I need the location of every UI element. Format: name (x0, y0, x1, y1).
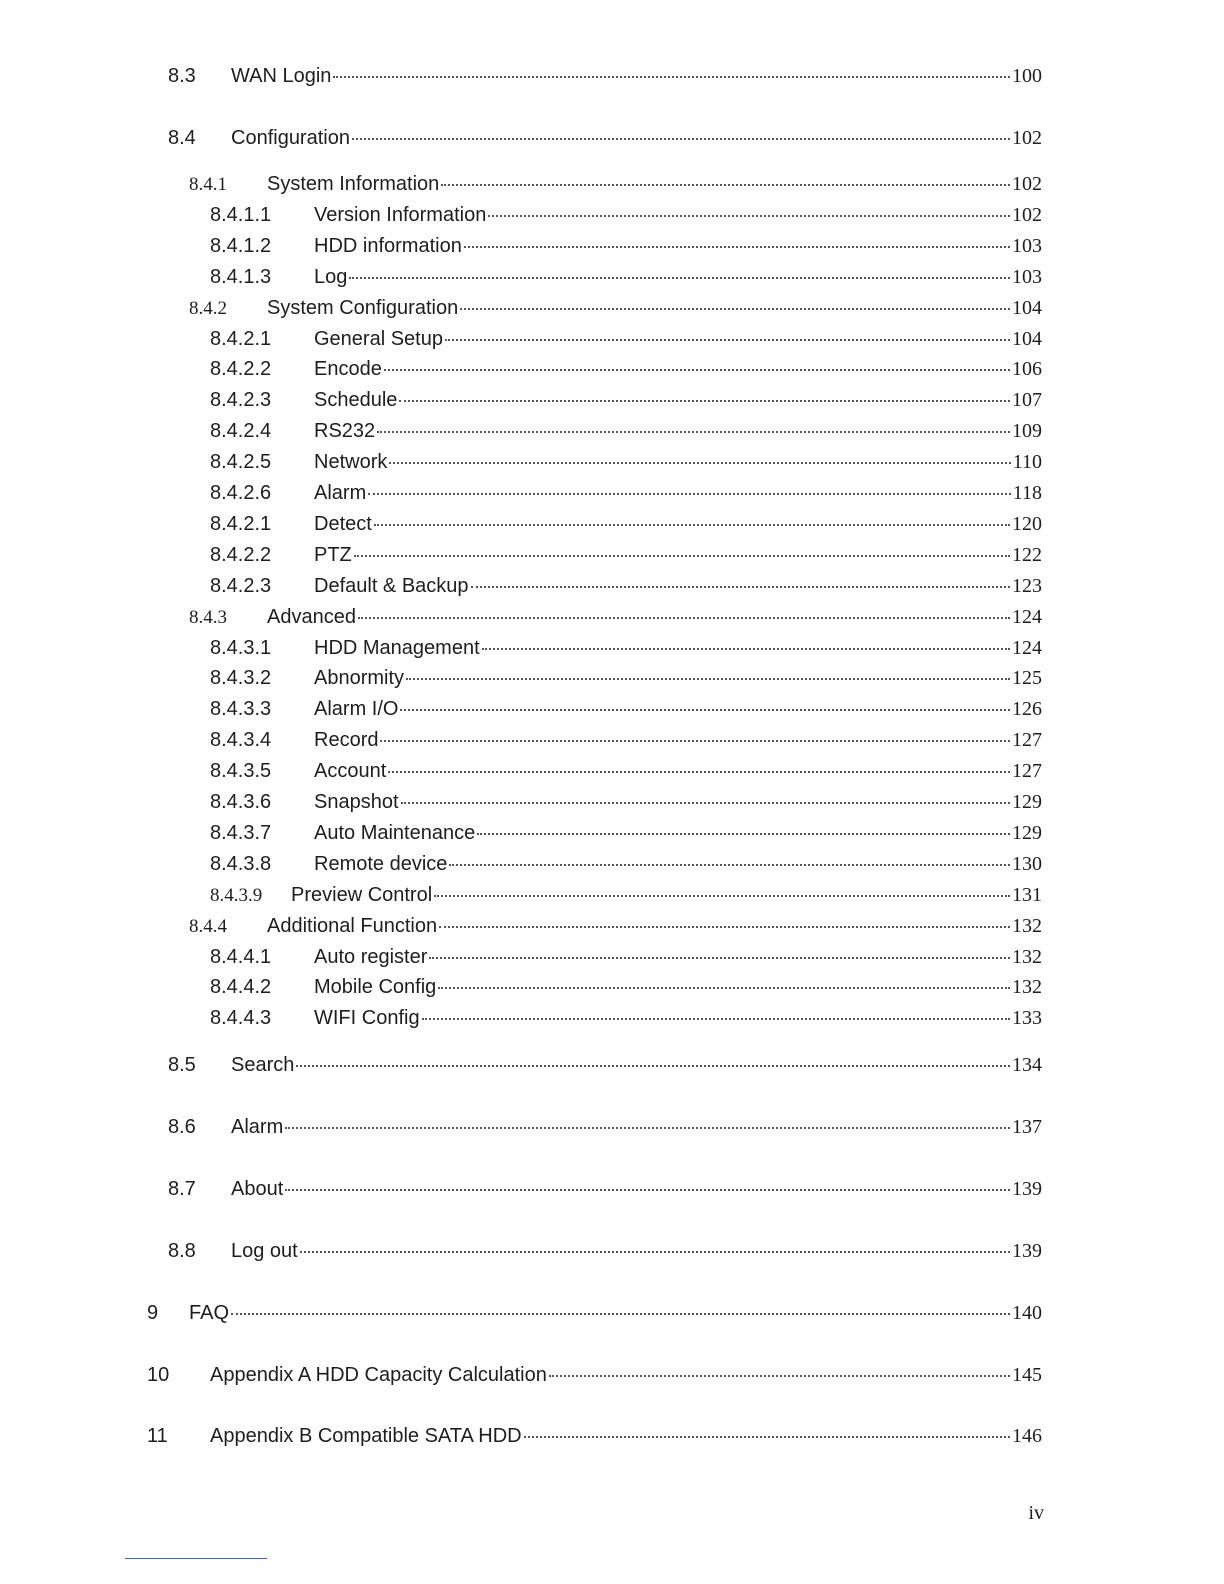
toc-entry-page: 104 (1012, 297, 1042, 319)
toc-entry-page: 103 (1012, 266, 1042, 288)
toc-entry-page: 122 (1012, 544, 1042, 566)
toc-entry-8-4-4[interactable] (189, 912, 1042, 940)
toc-entry-title: Record (314, 729, 379, 751)
toc-dot-leader (231, 1309, 1010, 1315)
toc-entry-page: 125 (1012, 667, 1042, 689)
toc-entry-page: 123 (1012, 575, 1042, 597)
toc-dot-leader (380, 736, 1010, 742)
toc-entry-number: 8.4.2.2 (210, 358, 272, 380)
toc-entry-title: Configuration (231, 127, 350, 149)
toc-entry-title: Alarm (314, 482, 367, 504)
toc-entry-page: 126 (1012, 698, 1042, 720)
toc-entry-8-6[interactable] (168, 1113, 1042, 1141)
toc-entry-8-4-2-1[interactable] (210, 325, 1042, 353)
toc-entry-8-4-2-5[interactable] (210, 448, 1042, 476)
toc-entry-number: 8.4.3.9 (210, 885, 263, 906)
toc-entry-title: PTZ (314, 544, 352, 566)
toc-dot-leader (438, 983, 1010, 989)
toc-entry-title: Auto Maintenance (314, 822, 476, 844)
toc-dot-leader (449, 860, 1010, 866)
toc-entry-number: 9 (147, 1302, 159, 1324)
toc-entry-page: 145 (1012, 1364, 1042, 1386)
toc-entry-8-7[interactable] (168, 1175, 1042, 1203)
toc-dot-leader (349, 273, 1010, 279)
toc-entry-page: 110 (1012, 451, 1042, 473)
toc-entry-9[interactable] (147, 1299, 1042, 1327)
toc-entry-number: 11 (147, 1425, 168, 1447)
toc-dot-leader (384, 365, 1010, 371)
toc-entry-page: 124 (1012, 606, 1042, 628)
toc-entry-8-4-3-4[interactable] (210, 726, 1042, 754)
toc-entry-page: 132 (1012, 976, 1042, 998)
toc-entry-title: Default & Backup (314, 575, 469, 597)
toc-entry-title: WAN Login (231, 65, 332, 87)
toc-entry-page: 100 (1012, 65, 1042, 87)
toc-entry-title: Preview Control (291, 884, 433, 906)
toc-entry-title: Schedule (314, 389, 398, 411)
toc-entry-8-3[interactable] (168, 62, 1042, 90)
toc-entry-title: Version Information (314, 204, 487, 226)
toc-entry-title: Appendix B Compatible SATA HDD (210, 1425, 522, 1447)
toc-dot-leader (368, 489, 1011, 495)
toc-entry-8-4-3-8[interactable] (210, 850, 1042, 878)
toc-entry-number: 8.4.2.6 (210, 482, 272, 504)
toc-entry-8-4-3[interactable] (189, 603, 1042, 631)
toc-entry-page: 129 (1012, 822, 1042, 844)
toc-entry-number: 8.4.1.3 (210, 266, 272, 288)
toc-dot-leader (358, 613, 1010, 619)
toc-dot-leader (388, 767, 1010, 773)
toc-dot-leader (429, 953, 1010, 959)
toc-entry-8-4-2-6[interactable] (210, 479, 1042, 507)
toc-dot-leader (471, 582, 1010, 588)
toc-dot-leader (439, 922, 1010, 928)
toc-entry-page: 139 (1012, 1240, 1042, 1262)
toc-dot-leader (477, 829, 1010, 835)
toc-entry-page: 102 (1012, 173, 1042, 195)
toc-entry-number: 8.4.3.3 (210, 698, 272, 720)
toc-entry-page: 146 (1012, 1425, 1042, 1447)
toc-entry-title: About (231, 1178, 284, 1200)
toc-entry-10[interactable] (147, 1361, 1042, 1389)
toc-entry-title: HDD Management (314, 637, 480, 659)
toc-dot-leader (482, 644, 1010, 650)
toc-entry-page: 103 (1012, 235, 1042, 257)
toc-dot-leader (300, 1247, 1010, 1253)
toc-entry-8-4-3-5[interactable] (210, 757, 1042, 785)
toc-entry-number: 8.4.4 (189, 916, 227, 937)
toc-dot-leader (464, 242, 1010, 248)
toc-entry-8-4-3-3[interactable] (210, 695, 1042, 723)
toc-entry-number: 8.7 (168, 1178, 196, 1200)
toc-entry-8-4-2-4[interactable] (210, 417, 1042, 445)
toc-entry-8-4-2-2[interactable] (210, 355, 1042, 383)
toc-dot-leader (488, 211, 1010, 217)
toc-dot-leader (460, 304, 1010, 310)
toc-entry-page: 132 (1012, 915, 1042, 937)
toc-entry-title: Remote device (314, 853, 448, 875)
toc-entry-number: 8.4.2.1 (210, 328, 272, 350)
toc-dot-leader (296, 1061, 1010, 1067)
toc-entry-8-4-2-3-default-backup[interactable] (210, 572, 1042, 600)
toc-dot-leader (285, 1123, 1010, 1129)
page-number: iv (1028, 1502, 1044, 1524)
toc-entry-title: Log out (231, 1240, 298, 1262)
toc-entry-title: Network (314, 451, 388, 473)
toc-dot-leader (422, 1014, 1010, 1020)
toc-entry-title: Appendix A HDD Capacity Calculation (210, 1364, 547, 1386)
toc-entry-page: 102 (1012, 127, 1042, 149)
toc-entry-number: 8.4.3.1 (210, 637, 272, 659)
toc-entry-8-4-2-2-ptz[interactable] (210, 541, 1042, 569)
toc-entry-number: 8.4.2.5 (210, 451, 272, 473)
toc-entry-page: 106 (1012, 358, 1042, 380)
toc-entry-number: 8.4.1.2 (210, 235, 272, 257)
toc-entry-title: RS232 (314, 420, 376, 442)
toc-entry-page: 134 (1012, 1054, 1042, 1076)
toc-entry-8-4-3-1[interactable] (210, 634, 1042, 662)
toc-entry-title: Log (314, 266, 348, 288)
toc-entry-title: Encode (314, 358, 382, 380)
toc-entry-8-4[interactable] (168, 124, 1042, 152)
toc-entry-page: 137 (1012, 1116, 1042, 1138)
toc-dot-leader (399, 396, 1010, 402)
toc-dot-leader (434, 891, 1010, 897)
toc-dot-leader (333, 72, 1010, 78)
toc-dot-leader (524, 1432, 1010, 1438)
toc-entry-8-4-1[interactable] (189, 170, 1042, 198)
toc-entry-title: Search (231, 1054, 295, 1076)
toc-entry-page: 107 (1012, 389, 1042, 411)
toc-entry-page: 104 (1012, 328, 1042, 350)
toc-entry-title: WIFI Config (314, 1007, 420, 1029)
toc-entry-8-4-3-7[interactable] (210, 819, 1042, 847)
toc-entry-title: System Configuration (267, 297, 459, 319)
toc-dot-leader (374, 520, 1010, 526)
toc-entry-number: 8.8 (168, 1240, 196, 1262)
toc-entry-number: 8.6 (168, 1116, 196, 1138)
toc-dot-leader (445, 335, 1010, 341)
toc-entry-number: 8.4.3.8 (210, 853, 272, 875)
toc-entry-8-8[interactable] (168, 1237, 1042, 1265)
toc-entry-8-4-4-3[interactable] (210, 1004, 1042, 1032)
toc-entry-8-4-2-1-detect[interactable] (210, 510, 1042, 538)
toc-dot-leader (441, 180, 1010, 186)
toc-entry-title: HDD information (314, 235, 462, 257)
toc-entry-8-4-2[interactable] (189, 294, 1042, 322)
toc-entry-number: 8.4.1 (189, 174, 227, 195)
footnote-divider (125, 1558, 267, 1559)
toc-entry-page: 129 (1012, 791, 1042, 813)
toc-entry-page: 118 (1012, 482, 1042, 504)
toc-entry-page: 130 (1012, 853, 1042, 875)
toc-entry-title: Abnormity (314, 667, 405, 689)
toc-entry-number: 8.4.4.3 (210, 1007, 272, 1029)
toc-entry-number: 10 (147, 1364, 170, 1386)
toc-entry-page: 127 (1012, 760, 1042, 782)
toc-entry-number: 8.4.1.1 (210, 204, 272, 226)
toc-dot-leader (549, 1371, 1010, 1377)
toc-entry-title: Alarm (231, 1116, 284, 1138)
toc-dot-leader (354, 551, 1010, 557)
toc-entry-title: General Setup (314, 328, 443, 350)
toc-entry-8-4-1-2[interactable] (210, 232, 1042, 260)
toc-entry-number: 8.4.2.1 (210, 513, 272, 535)
toc-dot-leader (401, 798, 1010, 804)
toc-entry-page: 139 (1012, 1178, 1042, 1200)
toc-entry-title: Mobile Config (314, 976, 437, 998)
toc-entry-title: Advanced (267, 606, 356, 628)
toc-entry-title: Additional Function (267, 915, 438, 937)
toc-entry-8-4-1-1[interactable] (210, 201, 1042, 229)
toc-dot-leader (389, 458, 1010, 464)
toc-entry-11[interactable] (147, 1422, 1042, 1450)
toc-entry-number: 8.4.3.7 (210, 822, 272, 844)
toc-entry-8-4-3-2[interactable] (210, 664, 1042, 692)
toc-entry-8-4-4-1[interactable] (210, 943, 1042, 971)
toc-entry-number: 8.4.3.4 (210, 729, 272, 751)
toc-entry-title: Auto register (314, 946, 428, 968)
toc-entry-number: 8.4.3.6 (210, 791, 272, 813)
toc-entry-8-4-3-6[interactable] (210, 788, 1042, 816)
toc-entry-page: 124 (1012, 637, 1042, 659)
toc-entry-number: 8.4.2.2 (210, 544, 272, 566)
toc-entry-title: System Information (267, 173, 440, 195)
toc-entry-number: 8.3 (168, 65, 196, 87)
toc-entry-number: 8.4.3 (189, 607, 227, 628)
toc-entry-title: Account (314, 760, 387, 782)
toc-entry-8-4-2-3[interactable] (210, 386, 1042, 414)
toc-entry-title: Detect (314, 513, 372, 535)
toc-entry-number: 8.4.2.3 (210, 389, 272, 411)
toc-dot-leader (406, 674, 1010, 680)
toc-entry-number: 8.4.3.5 (210, 760, 272, 782)
toc-entry-page: 140 (1012, 1302, 1042, 1324)
toc-dot-leader (400, 705, 1010, 711)
toc-entry-page: 131 (1012, 884, 1042, 906)
toc-dot-leader (352, 134, 1010, 140)
toc-entry-number: 8.4.2.4 (210, 420, 272, 442)
toc-dot-leader (377, 427, 1010, 433)
toc-entry-number: 8.4.4.1 (210, 946, 272, 968)
toc-entry-8-4-1-3[interactable] (210, 263, 1042, 291)
toc-entry-number: 8.4 (168, 127, 196, 149)
toc-entry-8-5[interactable] (168, 1051, 1042, 1079)
toc-entry-number: 8.4.2.3 (210, 575, 272, 597)
toc-entry-page: 120 (1012, 513, 1042, 535)
toc-entry-page: 132 (1012, 946, 1042, 968)
toc-entry-number: 8.4.2 (189, 298, 227, 319)
toc-dot-leader (285, 1185, 1010, 1191)
toc-entry-page: 133 (1012, 1007, 1042, 1029)
toc-entry-page: 127 (1012, 729, 1042, 751)
toc-entry-title: Snapshot (314, 791, 399, 813)
toc-entry-page: 102 (1012, 204, 1042, 226)
toc-entry-number: 8.4.4.2 (210, 976, 272, 998)
toc-entry-8-4-3-9[interactable] (210, 881, 1042, 909)
toc-entry-number: 8.4.3.2 (210, 667, 272, 689)
toc-entry-page: 109 (1012, 420, 1042, 442)
toc-entry-title: FAQ (189, 1302, 230, 1324)
toc-entry-8-4-4-2[interactable] (210, 973, 1042, 1001)
toc-entry-number: 8.5 (168, 1054, 196, 1076)
toc-entry-title: Alarm I/O (314, 698, 399, 720)
